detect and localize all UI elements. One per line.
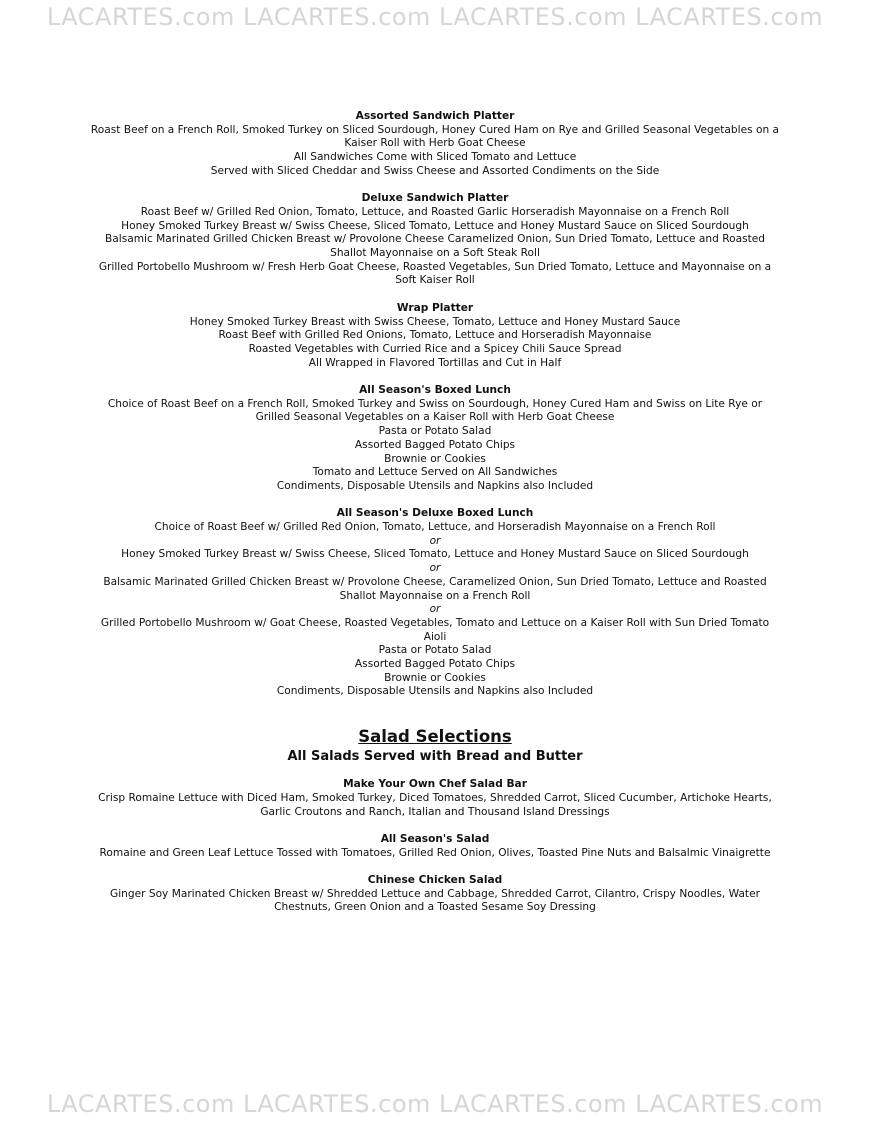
menu-item-description: All Sandwiches Come with Sliced Tomato and Lettuce	[293, 151, 577, 164]
menu-page	[90, 110, 780, 929]
menu-item-description: Served with Sliced Cheddar and Swiss Cheese and Assorted Condiments on the Side	[210, 164, 660, 177]
menu-item-description: Honey Smoked Turkey Breast w/ Swiss Cheese, Sliced Tomato, Lettuce and Honey Mustard Sauce on Sliced Sourdough	[121, 548, 749, 561]
menu-section	[90, 833, 780, 860]
menu-section	[90, 302, 780, 371]
menu-item-description: Pasta or Potato Salad	[378, 425, 492, 438]
section-title: Chinese Chicken Salad	[367, 874, 503, 887]
section-title: Assorted Sandwich Platter	[355, 110, 515, 122]
menu-item-description: Honey Smoked Turkey Breast with Swiss Cheese, Tomato, Lettuce and Honey Mustard Sauce	[189, 315, 681, 328]
section-title: All Season's Salad	[380, 832, 490, 845]
menu-item-description: Romaine and Green Leaf Lettuce Tossed with Tomatoes, Grilled Red Onion, Olives, Toasted Pine Nuts and Balsalmic Vinaigrette	[99, 846, 771, 859]
menu-item-description: Condiments, Disposable Utensils and Napkins also Included	[276, 479, 594, 492]
menu-item-description: Roast Beef with Grilled Red Onions, Tomato, Lettuce and Horseradish Mayonnaise	[218, 329, 652, 342]
watermark-top: LACARTES.com LACARTES.com LACARTES.com LACARTES.com	[46, 3, 824, 31]
or-separator: or	[429, 562, 441, 575]
or-separator: or	[429, 534, 441, 547]
menu-item-description: Choice of Roast Beef w/ Grilled Red Onion, Tomato, Lettuce, and Horseradish Mayonnaise on a French Roll	[154, 521, 716, 534]
menu-section	[90, 778, 780, 819]
menu-item-description: Roast Beef on a French Roll, Smoked Turkey on Sliced Sourdough, Honey Cured Ham on Rye and Grilled Seasonal Vegetables on a Kaiser Roll with Herb Goat Cheese	[90, 123, 780, 150]
menu-item-description: Assorted Bagged Potato Chips	[354, 658, 516, 671]
or-separator: or	[429, 603, 441, 616]
menu-item-description: Roast Beef w/ Grilled Red Onion, Tomato, Lettuce, and Roasted Garlic Horseradish Mayonnaise on a French Roll	[140, 205, 730, 218]
menu-item-description: Assorted Bagged Potato Chips	[354, 438, 516, 451]
sandwich-menu	[90, 110, 780, 699]
menu-item-description: Condiments, Disposable Utensils and Napkins also Included	[276, 685, 594, 698]
menu-item-description: Honey Smoked Turkey Breast w/ Swiss Cheese, Sliced Tomato, Lettuce and Honey Mustard Sauce on Sliced Sourdough	[121, 219, 749, 232]
menu-section	[90, 110, 780, 179]
salad-category-subtitle: All Salads Served with Bread and Butter	[287, 749, 583, 765]
menu-item-description: Roasted Vegetables with Curried Rice and a Spicey Chili Sauce Spread	[248, 342, 622, 355]
section-title: All Season's Boxed Lunch	[359, 384, 511, 397]
menu-item-description: Grilled Portobello Mushroom w/ Fresh Herb Goat Cheese, Roasted Vegetables, Sun Dried Tomato, Lettuce and Mayonnaise on a Soft Kaiser Roll	[98, 260, 772, 287]
menu-item-description: Grilled Portobello Mushroom w/ Goat Cheese, Roasted Vegetables, Tomato and Lettuce on a Kaiser Roll with Sun Dried Tomato Aioli	[100, 616, 770, 643]
menu-item-description: Ginger Soy Marinated Chicken Breast w/ Shredded Lettuce and Cabbage, Shredded Carrot, Cilantro, Crispy Noodles, Water Chestnuts, Green Onion and a Toasted Sesame Soy Dressing	[110, 887, 760, 914]
salad-menu	[90, 778, 780, 915]
salad-category-header	[90, 727, 780, 767]
menu-section	[90, 384, 780, 494]
menu-item-description: Balsamic Marinated Grilled Chicken Breast w/ Provolone Cheese Caramelized Onion, Sun Dried Tomato, Lettuce and Roasted Shallot Mayonnaise on a Soft Steak Roll	[105, 233, 765, 260]
menu-item-description: Pasta or Potato Salad	[378, 644, 492, 657]
menu-item-description: Brownie or Cookies	[384, 671, 486, 684]
menu-item-description: Choice of Roast Beef on a French Roll, Smoked Turkey and Swiss on Sourdough, Honey Cured Ham and Swiss on Lite Rye or Grilled Seasonal Vegetables on a Kaiser Roll with Herb Goat Cheese	[107, 397, 763, 424]
section-title: Deluxe Sandwich Platter	[361, 192, 509, 205]
menu-section	[90, 192, 780, 288]
section-title: Wrap Platter	[396, 301, 474, 314]
menu-item-description: All Wrapped in Flavored Tortillas and Cut in Half	[308, 356, 562, 369]
menu-item-description: Tomato and Lettuce Served on All Sandwiches	[312, 466, 558, 479]
section-title: Make Your Own Chef Salad Bar	[343, 778, 527, 791]
menu-item-description: Balsamic Marinated Grilled Chicken Breast w/ Provolone Cheese, Caramelized Onion, Sun Dried Tomato, Lettuce and Roasted Shallot Mayonnaise on a French Roll	[103, 575, 767, 602]
menu-section	[90, 507, 780, 699]
menu-item-description: Brownie or Cookies	[384, 452, 486, 465]
watermark-bottom: LACARTES.com LACARTES.com LACARTES.com LACARTES.com	[46, 1090, 824, 1118]
salad-category-title: Salad Selections	[358, 727, 512, 747]
menu-section	[90, 874, 780, 915]
section-title: All Season's Deluxe Boxed Lunch	[336, 507, 534, 520]
menu-item-description: Crisp Romaine Lettuce with Diced Ham, Smoked Turkey, Diced Tomatoes, Shredded Carrot, Sliced Cucumber, Artichoke Hearts, Garlic Croutons and Ranch, Italian and Thousand Island Dressings	[98, 791, 772, 818]
